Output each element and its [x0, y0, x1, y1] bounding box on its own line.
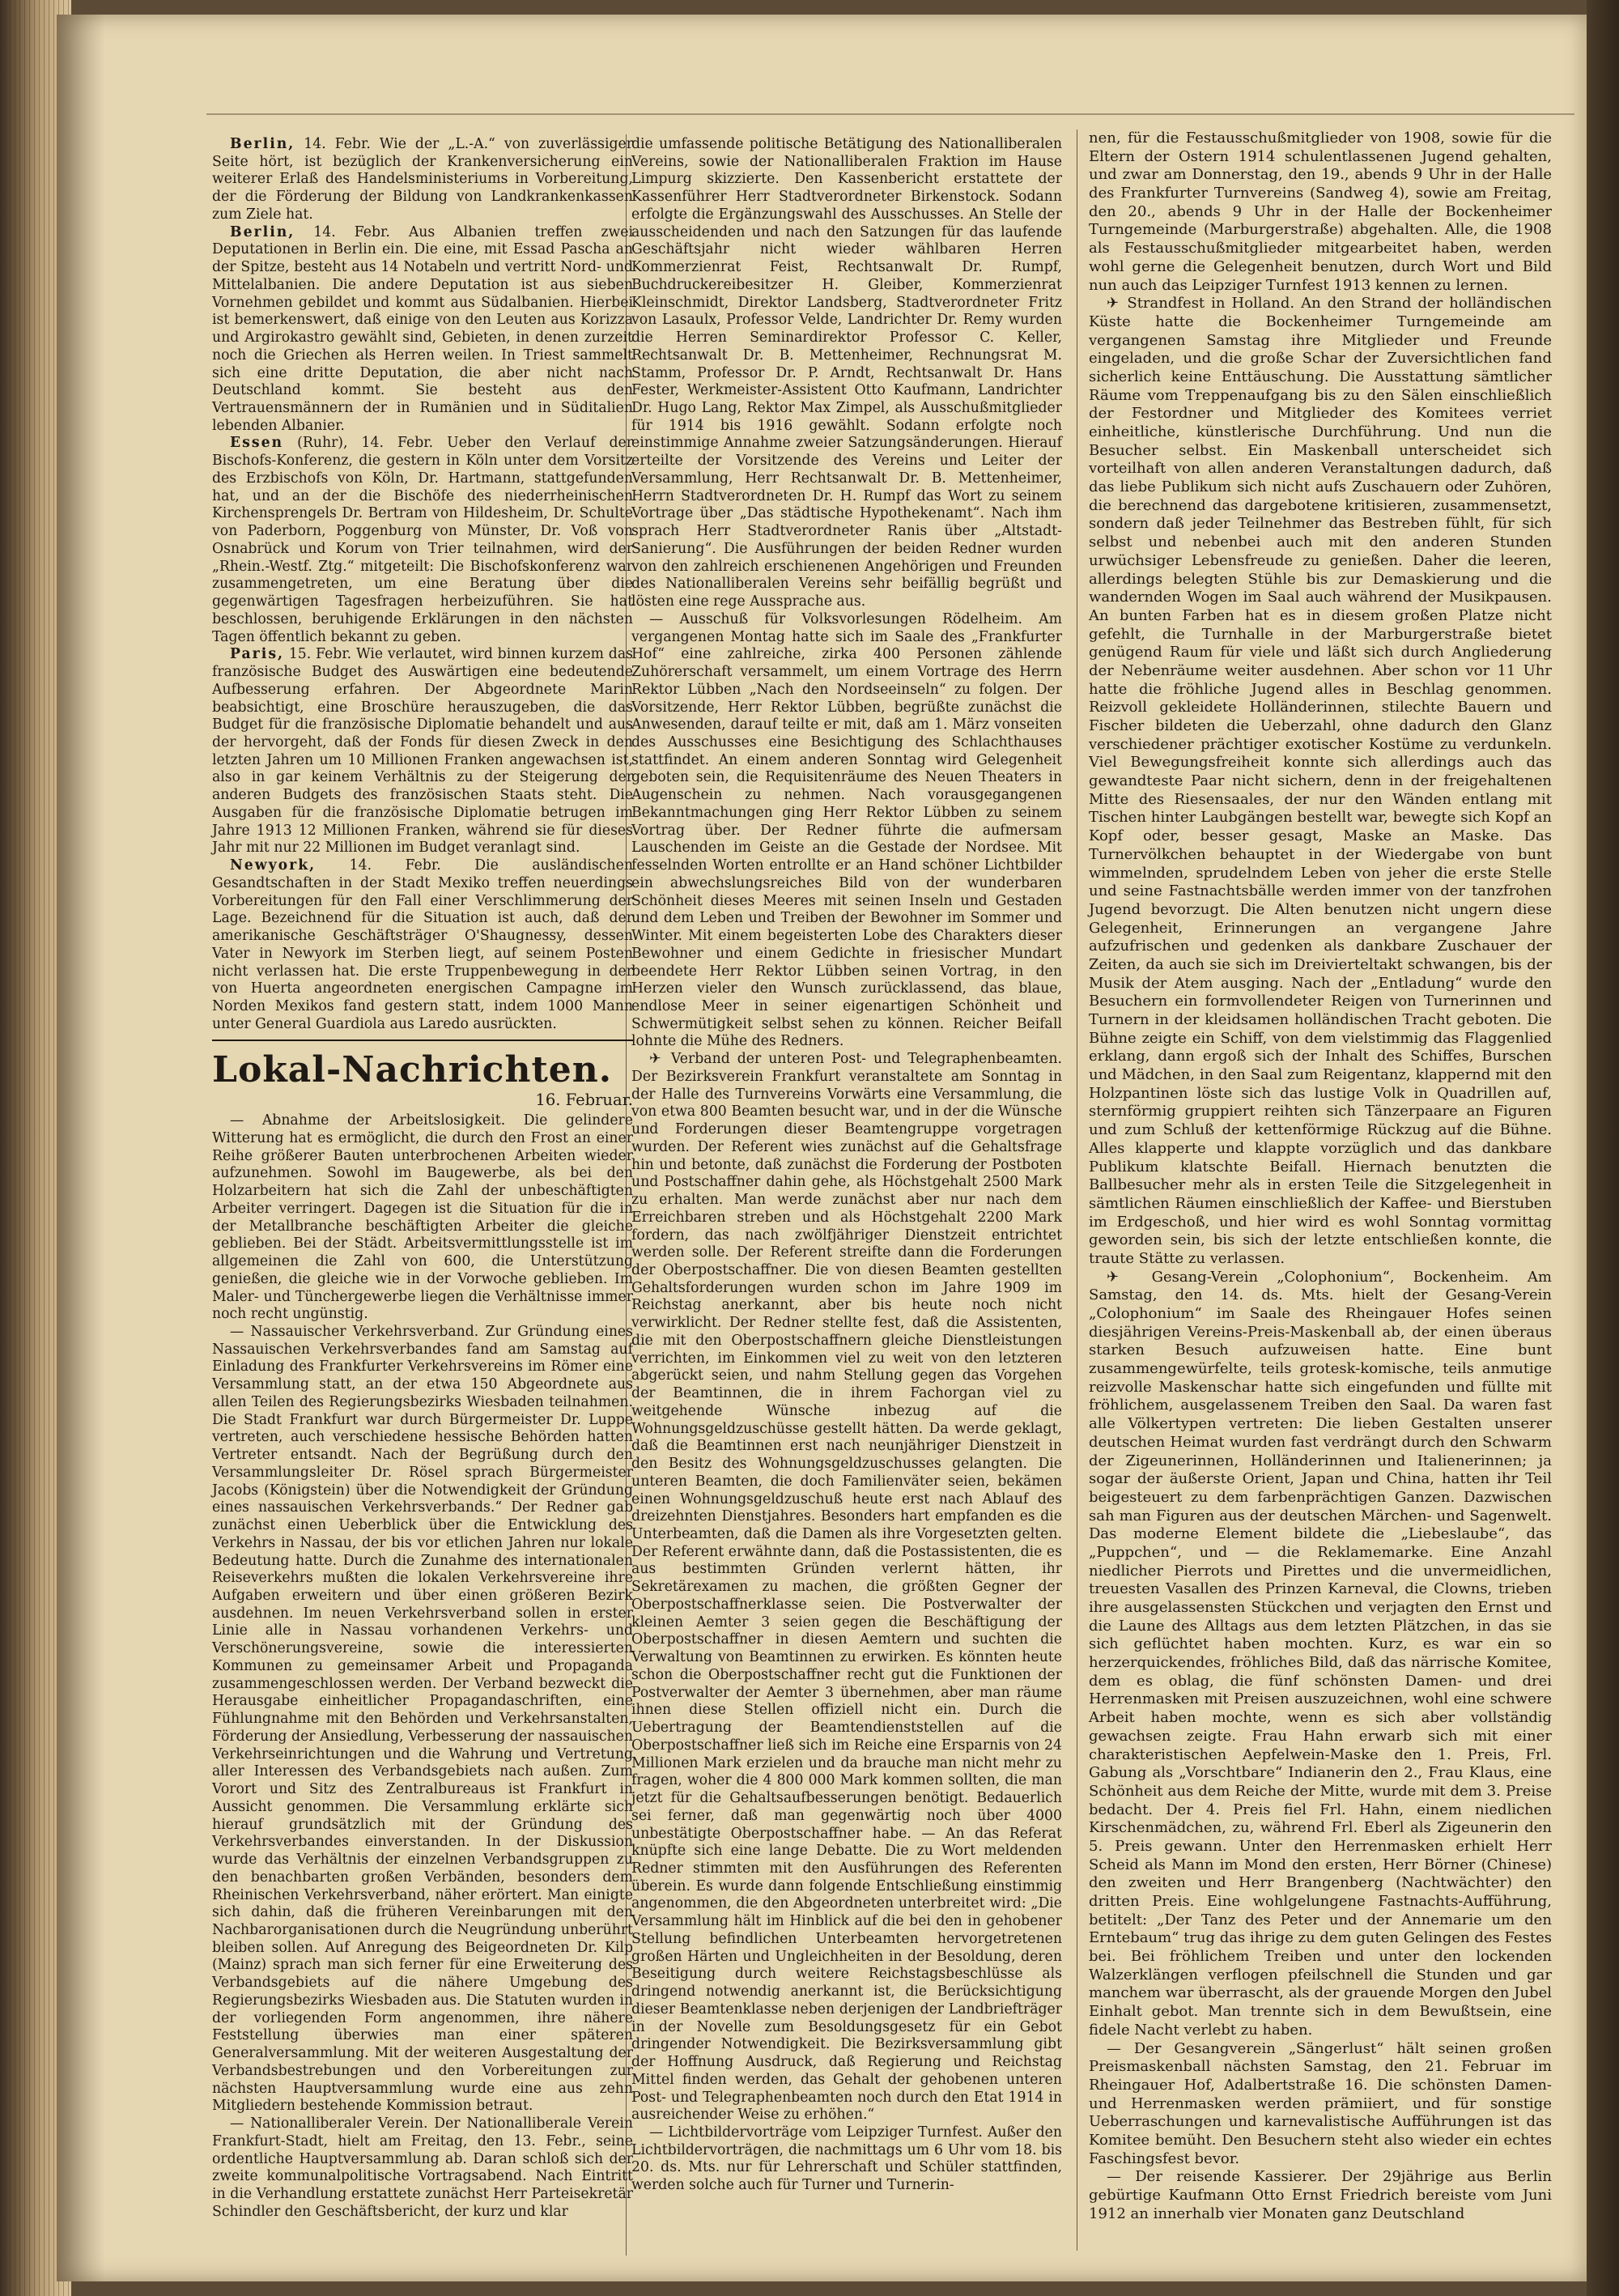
- article-text: — Der reisende Kassierer. Der 29jährige aus Berlin gebürtige Kaufmann Otto Ernst Friedrich bereiste vom Juni 1912 an innerhalb vier Monaten ganz Deutschland: [1089, 2168, 1552, 2222]
- news-brief-list: [212, 136, 633, 1033]
- dateline-place: Berlin,: [230, 223, 295, 240]
- dateline-place: Newyork,: [230, 857, 317, 874]
- article-text: — Ausschuß für Volksvorlesungen Rödelheim. Am vergangenen Montag hatte sich im Saale des „Frankfurter Hof“ eine zahlreiche, zirka 400 Personen zählende Zuhörerschaft versammelt, um einem Vortrage des Herrn Rektor Lübben „Nach den Nordseeinseln“ zu folgen. Der Vorsitzende, Herr Rektor Lübben, begrüßte zunächst die Anwesenden, darauf teilte er mit, daß am 1. März vonseiten des Ausschusses eine Besichtigung des Schlachthauses stattfindet. An einem anderen Sonntag wird Gelegenheit geboten sein, die Requisitenräume des Neuen Theaters in Augenschein zu nehmen. Nach vorausgegangenen Bekanntmachungen ging Herr Rektor Lübben zu seinem Vortrag über. Der Redner führte die aufmersam Lauschenden im Geiste an die Gestade der Nordsee. Mit fesselnden Worten entrollte er an Hand schöner Lichtbilder ein abwechslungsreiches Bild von der wunderbaren Schönheit dieses Meeres mit seinen Inseln und Gestaden und dem Leben und Treiben der Bewohner im Sommer und Winter. Mit einem begeisterten Lobe des Charakters dieser Bewohner und einem Gedichte in friesischer Mundart beendete Herr Rektor Lübben seinen Vortrag, in den Herzen vieler den Wunsch zurücklassend, das blaue, endlose Meer in seiner eigenartigen Schönheit und Schwermütigkeit selbst sehen zu können. Reicher Beifall lohnte die Mühe des Redners.: [631, 610, 1062, 1050]
- article-text: die umfassende politische Betätigung des Nationalliberalen Vereins, sowie der Nationalliberalen Fraktion im Hause Limpurg skizzierte. Den Kassenbericht erstattete der Kassenführer Herr Stadtverordneter Birkenstock. Sodann erfolgte die Ergänzungswahl des Ausschusses. An Stelle der ausscheidenden und nach den Satzungen für das laufende Geschäftsjahr nicht wieder wählbaren Herren Kommerzienrat Feist, Rechtsanwalt Dr. Rumpf, Buchdruckereibesitzer H. Gleiber, Kommerzienrat Kleinschmidt, Direktor Landsberg, Stadtverordneter Fritz von Lasaulx, Professor Velde, Landrichter Dr. Remy wurden die Herren Seminardirektor Professor C. Keller, Rechtsanwalt Dr. B. Mettenheimer, Rechnungsrat M. Stamm, Professor Dr. P. Arndt, Rechtsanwalt Dr. Hans Fester, Werkmeister-Assistent Otto Kaufmann, Landrichter Dr. Hugo Lang, Rektor Max Zimpel, als Ausschußmitglieder für 1914 bis 1916 gewählt. Sodann erfolgte noch einstimmige Annahme zweier Satzungsänderungen. Hierauf erteilte der Vorsitzende des Vereins und Leiter der Versammlung, Herr Rechtsanwalt Dr. B. Mettenheimer, Herrn Stadtverordneten Dr. H. Rumpf das Wort zu seinem Vortrage über „Das städtische Hypothekenamt“. Nach ihm sprach Herr Stadtverordneter Ranis über „Altstadt-Sanierung“. Die Ausführungen der beiden Redner wurden von den zahlreich erschienenen Angehörigen und Freunden des Nationalliberalen Vereins sehr beifällig begrüßt und lösten eine rege Aussprache aus.: [631, 136, 1062, 610]
- article-paragraph: [1089, 295, 1552, 1268]
- article-paragraph: [631, 136, 1062, 611]
- article-paragraph: [212, 136, 633, 224]
- article-text: — Nationalliberaler Verein. Der Nationalliberale Verein Frankfurt-Stadt, hielt am Freitag, den 13. Febr., seine ordentliche Hauptversammlung ab. Daran schloß sich der zweite kommunalpolitische Vortragsabend. Nach Eintritt in die Verhandlung erstattete zunächst Herr Parteisekretär Schindler den Geschäftsbericht, der kurz und klar: [212, 2115, 633, 2220]
- dateline-place: Essen: [230, 435, 284, 452]
- article-paragraph: [212, 857, 633, 1033]
- article-paragraph: [212, 1324, 633, 2115]
- article-text: 14. Febr. Die ausländischen Gesandtschaften in der Stadt Mexiko treffen neuerdings Vorbereitungen für den Fall einer Verschlimmerung der Lage. Bezeichnend für die Situation ist auch, daß der amerikanische Geschäftsträger O'Shaugnessy, dessen Vater in Newyork im Sterben liegt, auf seinem Posten nicht verlassen hat. Die erste Truppenbewegung in der von Huerta angeordneten energischen Campagne im Norden Mexikos fand gestern statt, indem 1000 Mann unter General Guardiola aus Laredo ausrückten.: [212, 857, 633, 1032]
- dateline-place: Paris,: [230, 646, 285, 663]
- article-text: 15. Febr. Wie verlautet, wird binnen kurzem das französische Budget des Auswärtigen eine bedeutende Aufbesserung erfahren. Der Abgeordnete Marin beabsichtigt, eine Broschüre herauszugeben, die das Budget für die französische Diplomatie behandelt und aus der hervorgeht, daß der Fonds für diesen Zweck in den letzten Jahren um 10 Millionen Franken angewachsen ist, also in gar keinem Verhältnis zu der Steigerung der anderen Budgets des französischen Staats steht. Die Ausgaben für die französische Diplomatie betrugen im Jahre 1913 12 Millionen Franken, während sie für dieses Jahr mit nur 22 Millionen im Budget veranlagt sind.: [212, 646, 633, 857]
- header-rule: [206, 113, 1574, 115]
- article-text: — Nassauischer Verkehrsverband. Zur Gründung eines Nassauischen Verkehrsverbandes fand am Samstag auf Einladung des Frankfurter Verkehrsvereins im Römer eine Versammlung statt, an der etwa 150 Abgeordnete aus allen Teilen des Regierungsbezirks Wiesbaden teilnahmen. Die Stadt Frankfurt war durch Bürgermeister Dr. Luppe vertreten, auch verschiedene hessische Behörden hatten Vertreter entsandt. Nach der Begrüßung durch den Versammlungsleiter Dr. Rösel sprach Bürgermeister Jacobs (Königstein) über die Notwendigkeit der Gründung eines nassauischen Verkehrsverbands.“ Der Redner gab zunächst einen Ueberblick über die Entwicklung des Verkehrs in Nassau, der bis vor etlichen Jahren nur lokale Bedeutung hatte. Durch die Zunahme des internationalen Reiseverkehrs mußten die lokalen Verkehrsvereine ihre Aufgaben erweitern und über einen größeren Bezirk ausdehnen. Im neuen Verkehrsverband sollen in erster Linie alle in Nassau vorhandenen Verkehrs- und Verschönerungsvereine, sowie die interessierten Kommunen zu gemeinsamer Arbeit und Propaganda zusammengeschlossen werden. Der Verband bezweckt die Herausgabe einheitlicher Propagandaschriften, eine Fühlungnahme mit den Behörden und Verkehrsanstalten, Förderung der Ansiedlung, Verbesserung der nassauischen Verkehrseinrichtungen und die Wahrung und Vertretung aller Interessen des Verbandsgebiets nach außen. Zum Vorort und Sitz des Zentralbureaus ist Frankfurt in Aussicht genommen. Die Versammlung erklärte sich hierauf grundsätzlich mit der Gründung des Verkehrsverbandes einverstanden. In der Diskussion wurde das Verhältnis der einzelnen Verbandsgruppen zu den benachbarten großen Verbänden, besonders dem Rheinischen Verkehrsverband, näher erörtert. Man einigte sich dahin, daß die früheren Vereinbarungen mit den Nachbarorganisationen durch die Neugründung unberührt bleiben sollen. Auf Anregung des Beigeordneten Dr. Kilp (Mainz) sprach man sich ferner für eine Erweiterung des Verbandsgebiets auf die nähere Umgebung des Regierungsbezirks Wiesbaden aus. Die Statuten wurden in der vorliegenden Form angenommen, ihre nähere Feststellung überwies man einer späteren Generalversammlung. Mit der weiteren Ausgestaltung der Verbandsbestrebungen und den Vorbereitungen zur nächsten Hauptversammlung wurde eine aus zehn Mitgliedern bestehende Kommission betraut.: [212, 1324, 633, 2115]
- article-paragraph: [212, 2115, 633, 2221]
- article-text: — Abnahme der Arbeitslosigkeit. Die gelindere Witterung hat es ermöglicht, die durch den Frost an einer Reihe größerer Bauten unterbrochenen Arbeiten wieder aufzunehmen. Sowohl im Baugewerbe, als bei den Holzarbeitern hat sich die Zahl der unbeschäftigten Arbeiter verringert. Dagegen ist die Situation für die in der Metallbranche beschäftigten Arbeiter die gleiche geblieben. Bei der Städt. Arbeitsvermittlungsstelle ist im allgemeinen die Zahl von 600, die Unterstützung genießen, die gleiche wie in der Vorwoche geblieben. Im Maler- und Tünchergewerbe liegen die Verhältnisse immer noch recht ungünstig.: [212, 1112, 633, 1323]
- article-paragraph: [631, 611, 1062, 1051]
- spine-shadow: [57, 15, 105, 2281]
- article-paragraph: [631, 2124, 1062, 2195]
- article-paragraph: [212, 224, 633, 436]
- article-text: 14. Febr. Wie der „L.-A.“ von zuverlässiger Seite hört, ist bezüglich der Krankenversicherung ein weiterer Erlaß des Handelsministeriums in Vorbereitung, der die Förderung der Bildung von Landkrankenkassen zum Ziele hat.: [212, 136, 633, 223]
- article-paragraph: [1089, 2040, 1552, 2169]
- column-1: [212, 136, 633, 2221]
- article-text: nen, für die Festausschußmitglieder von 1908, sowie für die Eltern der Ostern 1914 schulentlassenen Jugend gehalten, und zwar am Donnerstag, den 19., abends 9 Uhr in der Halle des Frankfurter Turnvereins (Sandweg 4), sowie am Freitag, den 20., abends 9 Uhr in der Halle der Bockenheimer Turngemeinde (Marburgerstraße) abgehalten. Alle, die 1908 als Festausschußmitglieder mitgearbeitet haben, werden wohl gerne die Gelegenheit benutzen, durch Wort und Bild nun auch das Leipziger Turnfest 1913 kennen zu lernen.: [1089, 130, 1552, 294]
- article-text: ✈ Strandfest in Holland. An den Strand der holländischen Küste hatte die Bockenheimer Turngemeinde am vergangenen Samstag ihre Mitglieder und Freunde eingeladen, und die große Schar der Zuversichtlichen fand sicherlich keine Enttäuschung. Die Ausstattung sämtlicher Räume vom Treppenaufgang bis zu den Sälen einschließlich der Festordner und Mitglieder des Komitees verriet einheitliche, künstlerische Durchführung. Und nun die Besucher selbst. Ein Maskenball unterscheidet sich vorteilhaft von allen anderen Veranstaltungen dadurch, daß das liebe Publikum sich nicht aufs Zuschauern oder Zuhören, die berechnend das dargebotene kritisieren, zusammensetzt, sondern daß jeder Teilnehmer das Bestreben fühlt, für sich selbst und nebenbei auch mit den anderen Stunden urwüchsiger Lebensfreude zu genießen. Daher die leeren, allerdings belegten Stühle bis zur Demaskierung und die wandernden Wogen im Saal auch während der Musikpausen. An bunten Farben hat es in diesem großen Platze nicht gefehlt, die Turnhalle in der Marburgerstraße bietet genügend Raum für viele und läßt sich durch Angliederung der Nebenräume weiter ausdehnen. Aber schon vor 11 Uhr hatte die fröhliche Jugend alles in Beschlag genommen. Reizvoll gekleidete Holländerinnen, stilechte Bauern und Fischer bildeten die Ueberzahl, ohne dadurch den Glanz verschiedener prächtiger exotischer Kostüme zu verdunkeln. Viel Bewegungsfreiheit konnte sich allerdings auch das gewandteste Paar nicht sichern, denn in der freigehaltenen Mitte des Riesensaales, der nur den Wänden entlang mit Tischen hinter Laubgängen bestellt war, bewegte sich Kopf an Kopf oder, besser gesagt, Maske an Maske. Das Turnervölkchen behauptet in der Wiedergabe von bunt wimmelnden, sprudelndem Leben von jeher die erste Stelle und seine Fastnachtsbälle werden immer von der tanzfrohen Jugend bevorzugt. Die Alten benutzen nicht ungern diese Gelegenheit, Erinnerungen an vergangene Jahre aufzufrischen und gedenken als dankbare Zuschauer der Zeiten, da auch sie sich im Dreivierteltakt schwangen, bis der Musik der Atem ausging. Nach der „Entladung“ wurde den Besuchern ein formvollendeter Reigen von Turnerinnen und Turnern in der kleidsamen holländischen Tracht geboten. Die Bühne zeigte ein Schiff, von dem vielstimmig das Flaggenlied erklang, dann ergoß sich der Inhalt des Schiffes, Burschen und Mädchen, in den Saal zum Reigentanz, klappernd mit den Holzpantinen löste sich das lustige Volk in Quadrillen auf, sternförmig gruppiert reihten sich Tänzerpaare an Figuren und zum Schluß der kettenförmige Rückzug auf die Bühne. Alles klapperte und klappte vorzüglich und das dankbare Publikum klatschte Beifall. Hiernach benutzten die Ballbesucher mehr als in ersten Teile die Sitzgelegenheit in sämtlichen Räumen einschließlich der Kaffee- und Bierstuben im Erdgeschoß, und hier wird es wohl Sonntag vormittag geworden sein, bis sich der letzte entschließen konnte, die traute Stätte zu verlassen.: [1089, 295, 1552, 1267]
- column-3: [1089, 130, 1552, 2223]
- article-paragraph: [212, 435, 633, 646]
- article-paragraph: [1089, 2168, 1552, 2223]
- article-text: ✈ Verband der unteren Post- und Telegraphenbeamten. Der Bezirksverein Frankfurt veranstaltete am Sonntag in der Halle des Turnvereins Vorwärts eine Versammlung, die von etwa 800 Beamten besucht war, und in der die Wünsche und Forderungen dieser Beamtengruppe vorgetragen wurden. Der Referent wies zunächst auf die Gehaltsfrage hin und betonte, daß zunächst die Forderung der Postboten und Postschaffner dahin gehe, als Höchstgehalt 2500 Mark zu erhalten. Man werde zunächst aber nur nach dem Erreichbaren streben und als Höchstgehalt 2200 Mark fordern, das nach zwölfjähriger Dienstzeit entrichtet werden solle. Der Referent streifte dann die Forderungen der Oberpostschaffner. Die von diesen Beamten gestellten Gehaltsforderungen wurden schon im Jahre 1909 im Reichstag anerkannt, aber bis heute noch nicht verwirklicht. Der Redner stellte fest, daß die Assistenten, die mit den Oberpostschaffnern gleiche Dienstleistungen verrichten, im Einkommen viel zu weit von den letzteren abgerückt seien, und nahm Stellung gegen das Vorgehen der Beamtinnen, die in ihrem Fachorgan viel zu weitgehende Wünsche inbezug auf die Wohnungsgeldzuschüsse gestellt hätten. Da werde geklagt, daß die Beamtinnen erst nach neunjähriger Dienstzeit in den Besitz des Wohnungsgeldzuschusses gelangten. Die unteren Beamten, die doch Familienväter seien, bekämen einen Wohnungsgeldzuschuß heute erst nach Ablauf des dreizehnten Dienstjahres. Besonders hart empfanden es die Unterbeamten, daß die Damen als ihre Vorgesetzten gelten. Der Referent erwähnte dann, daß die Postassistenten, die es aus bestimmten Gründen verlernt hätten, ihr Sekretärexamen zu machen, die größten Gegner der Oberpostschaffnerklasse seien. Die Postverwalter der kleinen Aemter 3 seien gegen die Beschäftigung der Oberpostschaffner in diesen Aemtern und suchten die Verwaltung von Beamtinnen zu erwirken. Es könnten heute schon die Oberpostschaffner recht gut die Funktionen der Postverwalter der Aemter 3 übernehmen, aber man räume ihnen diese Stellen offiziell nicht ein. Durch die Uebertragung der Beamtendienststellen auf die Oberpostschaffner ließ sich im Reiche eine Ersparnis von 24 Millionen Mark erzielen und da brauche man nicht mehr zu fragen, woher die 4 800 000 Mark kommen sollten, die man jetzt für die Gehaltsaufbesserungen benötigt. Bedauerlich sei ferner, daß man gegenwärtig noch über 4000 unbestätigte Oberpostschaffner habe. — An das Referat knüpfte sich eine lange Debatte. Die zu Wort meldenden Redner stimmten mit den Ausführungen des Referenten überein. Es wurde dann folgende Entschließung einstimmig angenommen, die den Abgeordneten unterbreitet wird: „Die Versammlung hält im Hinblick auf die bei den in gehobener Stellung befindlichen Unterbeamten hervorgetretenen großen Härten und Ungleichheiten in der Besoldung, deren Beseitigung durch weitere Reichstagsbeschlüsse als dringend notwendig anerkannt ist, die Berücksichtigung dieser Beamtenklasse neben derjenigen der Landbriefträger in der Novelle zum Besoldungsgesetz für ein Gebot dringender Notwendigkeit. Die Bezirksversammlung gibt der Hoffnung Ausdruck, daß Regierung und Reichstag Mittel finden werden, das Gehalt der gehobenen unteren Post- und Telegraphenbeamten noch durch den Etat 1914 in ausreichender Weise zu erhöhen.“: [631, 1051, 1062, 2124]
- article-text: (Ruhr), 14. Febr. Ueber den Verlauf der Bischofs-Konferenz, die gestern in Köln unter dem Vorsitz des Erzbischofs von Köln, Dr. Hartmann, stattgefunden hat, und an der die Bischöfe des niederrheinischen Kirchensprengels Dr. Bertram von Hildesheim, Dr. Schulte von Paderborn, Poggenburg von Münster, Dr. Voß von Osnabrück und Korum von Trier teilnahmen, wird der „Rhein.-Westf. Ztg.“ mitgeteilt: Die Bischofskonferenz war zusammengetreten, um eine Beratung über die gegenwärtigen Tagesfragen herbeizuführen. Sie hat beschlossen, beruhigende Erklärungen in den nächsten Tagen öffentlich bekannt zu geben.: [212, 435, 633, 645]
- dateline-place: Berlin,: [230, 136, 295, 152]
- column-2: [631, 136, 1062, 2195]
- section-title: Lokal-Nachrichten.: [212, 1049, 613, 1091]
- article-text: 14. Febr. Aus Albanien treffen zwei Deputationen in Berlin ein. Die eine, mit Essad Pascha an der Spitze, besteht aus 14 Notabeln und vertritt Nord- und Mittelalbanien. Die andere Deputation ist aus sieben Vornehmen gebildet und kommt aus Südalbanien. Hierbei ist bemerkenswert, daß einige von den Leuten aus Korizza und Argirokastro gewählt sind, Gebieten, in denen zurzeit noch die Griechen als Herren weilen. In Triest sammelt sich eine dritte Deputation, die aber nicht nach Deutschland kommt. Sie besteht aus den Vertrauensmännern der in Rumänien und in Süditalien lebenden Albanier.: [212, 223, 633, 434]
- article-text: — Lichtbildervorträge vom Leipziger Turnfest. Außer den Lichtbildervorträgen, die nachmittags um 6 Uhr vom 18. bis 20. ds. Mts. nur für Lehrerschaft und Schüler stattfinden, werden solche auch für Turner und Turnerin-: [631, 2124, 1062, 2194]
- article-paragraph: [1089, 130, 1552, 295]
- article-paragraph: [212, 1112, 633, 1324]
- section-divider: [212, 1040, 633, 1041]
- article-text: — Der Gesangverein „Sängerlust“ hält seinen großen Preismaskenball nächsten Samstag, den 21. Februar im Rheingauer Hof, Adalbertstraße 16. Die schönsten Damen- und Herrenmasken werden prämiiert, und für sonstige Ueberraschungen und karnevalistische Aufführungen ist das Komitee bemüht. Den Besuchern steht also wieder ein echtes Faschingsfest bevor.: [1089, 2039, 1552, 2167]
- article-paragraph: [1089, 1269, 1552, 2040]
- section-date: 16. Februar.: [535, 1091, 633, 1110]
- article-paragraph: [212, 646, 633, 857]
- local-news-list: [212, 1112, 633, 2221]
- article-paragraph: [631, 1051, 1062, 2124]
- article-text: ✈ Gesang-Verein „Colophonium“, Bockenheim. Am Samstag, den 14. ds. Mts. hielt der Gesang-Verein „Colophonium“ im Saale des Rheingauer Hofes seinen diesjährigen Vereins-Preis-Maskenball ab, der einen überaus starken Besuch aufzuweisen hatte. Eine bunt zusammengewürfelte, teils grotesk-komische, teils anmutige reizvolle Maskenschar hatte sich eingefunden und füllte mit fröhlichem, ausgelassenem Treiben den Saal. Da waren fast alle Völkertypen vertreten: Die lieben Gestalten unserer deutschen Heimat wurden fast verdrängt durch den Schwarm der Zigeunerinnen, Holländerinnen und Italienerinnen; ja sogar der äußerste Orient, Japan und China, hatten ihr Teil beigesteuert zu dem farbenprächtigen Ganzen. Dazwischen sah man Figuren aus der deutschen Märchen- und Sagenwelt. Das moderne Element bildete die „Liebeslaube“, das „Puppchen“, und — die Reklamemarke. Eine Anzahl niedlicher Pierrots und Pirettes und die unvermeidlichen, treuesten Vasallen des Prinzen Karneval, die Clowns, trieben ihre ausgelassensten Stückchen und verjagten den Ernst und die Laune des Alltags aus dem letzten Plätzchen, in das sie sich geflüchtet haben mochten. Kurz, es war ein so herzerquickendes, fröhliches Bild, daß das närrische Komitee, dem es oblag, die fünf schönsten Damen- und drei Herrenmasken mit Preisen auszuzeichnen, wohl eine schwere Arbeit haben mochte, wenn es sich aber vollständig gewachsen zeigte. Frau Hahn erwarb sich mit einer charakteristischen Aepfelwein-Maske den 1. Preis, Frl. Gabung als „Vorschtbare“ Indianerin den 2., Frau Klaus, eine Schönheit aus dem Reiche der Mitte, wurde mit dem 3. Preise bedacht. Der 4. Preis fiel Frl. Hahn, einem niedlichen Kirschenmädchen, zu, während Frl. Eberl als Zigeunerin den 5. Preis gewann. Unter den Herrenmasken erhielt Herr Scheid als Mann im Mond den ersten, Herr Börner (Chinese) den zweiten und Herr Brangenberg (Nachtwächter) den dritten Preis. Eine wohlgelungene Fastnachts-Aufführung, betitelt: „Der Tanz des Peter und der Annemarie um den Erntebaum“ trug das ihrige zu dem guten Gelingen des Festes bei. Bei fröhlichem Treiben und unter den lockenden Walzerklängen verflogen pfeilschnell die Stunden und gar manchem war überrascht, als der grauende Morgen den Jubel Einhalt gebot. Man trennte sich in dem Bewußtsein, eine fidele Nacht verlebt zu haben.: [1089, 1268, 1552, 2039]
- page-right-edge: [1587, 0, 1619, 2296]
